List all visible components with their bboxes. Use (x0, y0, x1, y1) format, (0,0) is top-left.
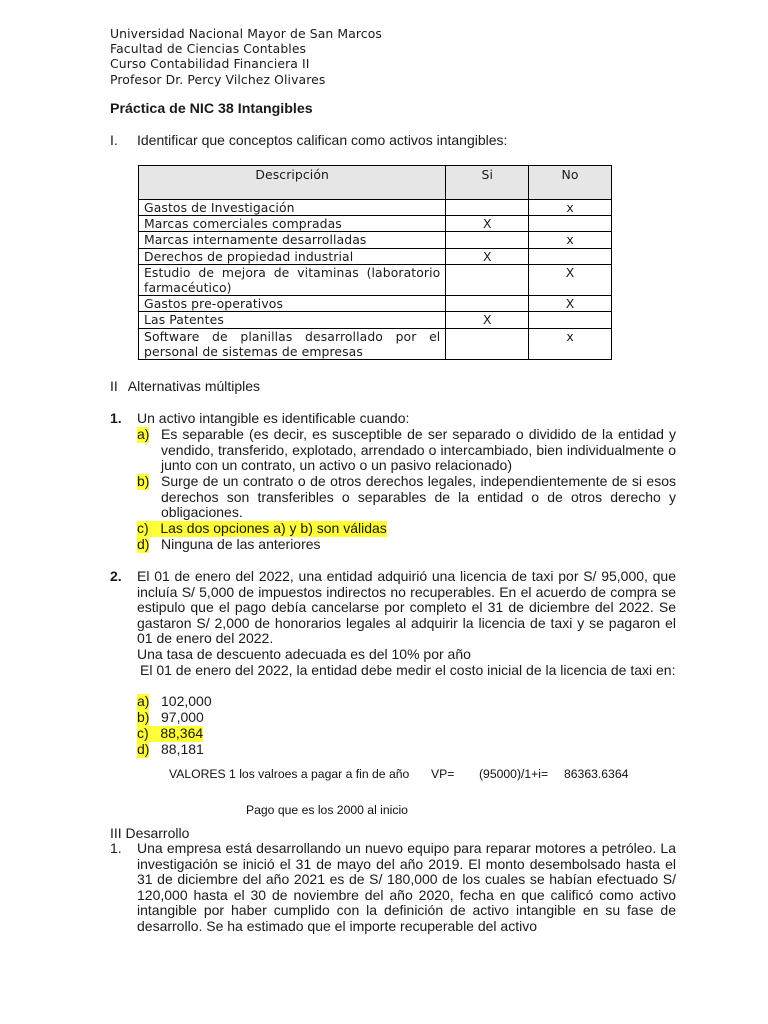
section-2-title: Alternativas múltiples (127, 378, 261, 394)
section-3-heading: III Desarrollo (110, 825, 190, 841)
page-title: Práctica de NIC 38 Intangibles (110, 101, 313, 117)
option-text: 88,181 (161, 741, 204, 757)
option-text: Surge de un contrato o de otros derechos legales, independientemente de si esos derechos son transferibles o separables de la entidad o de otros derecho y obligaciones. (161, 473, 676, 521)
header-faculty: Facultad de Ciencias Contables (110, 41, 307, 57)
note-valores: VALORES 1 los valroes a pagar a fin de año (169, 767, 410, 781)
header-university: Universidad Nacional Mayor de San Marcos (110, 26, 382, 41)
col-header-description: Descripción (139, 166, 446, 200)
row-si (446, 200, 529, 216)
row-description: Gastos pre-operativos (139, 296, 446, 312)
row-no (529, 248, 612, 264)
section-1-title: Identificar que conceptos califican como activos intangibles: (137, 132, 508, 148)
row-no: x (529, 232, 612, 248)
table-row (139, 328, 612, 359)
row-si: X (446, 248, 529, 264)
row-no: X (529, 264, 612, 295)
row-description: Las Patentes (139, 312, 446, 328)
option-text: Ninguna de las anteriores (161, 536, 321, 552)
option-letter: d) (137, 741, 150, 757)
question-2-rate: Una tasa de descuento adecuada es del 10% por año (137, 646, 471, 662)
option-letter: a) (137, 426, 150, 442)
section-3-q1-number: 1. (110, 840, 122, 856)
table-row (139, 216, 612, 232)
option-c-highlight (137, 521, 387, 537)
col-header-si: Si (446, 166, 529, 200)
section-2-number: II (110, 378, 118, 394)
row-si (446, 264, 529, 295)
row-si (446, 232, 529, 248)
note-vp-formula: (95000)/1+i= (479, 767, 549, 781)
col-header-no: No (529, 166, 612, 200)
section-1-heading (110, 133, 507, 149)
row-no (529, 216, 612, 232)
table-row (139, 200, 612, 216)
option-text: Las dos opciones a) y b) son válidas (160, 520, 387, 536)
table-header-row (139, 166, 612, 200)
row-si (446, 328, 529, 359)
note-vp-label: VP= (431, 767, 455, 781)
row-si: X (446, 312, 529, 328)
option-text: 88,364 (160, 725, 204, 741)
row-description: Estudio de mejora de vitaminas (laboratorio farmacéutico) (139, 264, 446, 295)
section-3-q1-text: Una empresa está desarrollando un nuevo equipo para reparar motores a petróleo. La investigación se inició el 31 de mayo del año 2019. El monto desembolsado hasta el 31 de diciembre del año 2021 es de S/ 180,000 de los cuales se habían efectuado S/ 120,000 hasta el 30 de noviembre del año 2020, fecha en que calificó como activo intangible por haber cumplido con la definición de activo intangible en su fase de desarrollo. Se ha estimado que el importe recuperable del activo (137, 840, 676, 934)
option-text: 97,000 (161, 709, 204, 725)
section-1-number: I. (110, 132, 118, 148)
row-no: x (529, 328, 612, 359)
table-row (139, 296, 612, 312)
option-text: Es separable (es decir, es susceptible de ser separado o dividido de la entidad y vendido, transferido, explotado, arrendado o intercambiado, bien individualmente o junto con un contrato, un activo o un pasivo relacionado) (161, 426, 676, 474)
document-header (110, 26, 382, 87)
row-no (529, 312, 612, 328)
question-2-question: El 01 de enero del 2022, la entidad debe medir el costo inicial de la licencia de taxi en: (140, 662, 676, 678)
option-letter: d) (137, 536, 150, 552)
table-row (139, 248, 612, 264)
intangibles-table (138, 165, 612, 360)
option-text: 102,000 (161, 693, 212, 709)
row-si (446, 296, 529, 312)
row-description: Software de planillas desarrollado por el personal de sistemas de empresas (139, 328, 446, 359)
note-pago-inicio: Pago que es los 2000 al inicio (246, 803, 408, 817)
header-course: Curso Contabilidad Financiera II (110, 56, 310, 72)
table-row (139, 312, 612, 328)
option-letter: a) (137, 693, 150, 709)
row-description: Gastos de Investigación (139, 200, 446, 216)
question-1-text: Un activo intangible es identificable cuando: (137, 410, 410, 426)
option-letter: c) (137, 520, 149, 536)
option-letter: b) (137, 709, 150, 725)
row-description: Marcas internamente desarrolladas (139, 232, 446, 248)
table-row (139, 264, 612, 295)
row-si: X (446, 216, 529, 232)
option-letter: b) (137, 473, 150, 489)
header-professor: Profesor Dr. Percy Vilchez Olivares (110, 71, 326, 87)
row-no: X (529, 296, 612, 312)
question-2-text: El 01 de enero del 2022, una entidad adquirió una licencia de taxi por S/ 95,000, que incluía S/ 5,000 de impuestos indirectos no recuperables. En el acuerdo de compra se estipulo que el pago debía cancelarse por completo el 31 de diciembre del 2022. Se gastaron S/ 2,000 de honorarios legales al adquirir la licencia de taxi y se pagaron el 01 de enero del 2022. (137, 568, 676, 647)
option-c-highlight (137, 726, 203, 742)
question-2-number: 2. (110, 568, 122, 584)
section-2-heading (110, 379, 260, 395)
row-description: Marcas comerciales compradas (139, 216, 446, 232)
option-letter: c) (137, 725, 149, 741)
question-1-number: 1. (110, 410, 122, 426)
row-description: Derechos de propiedad industrial (139, 248, 446, 264)
note-vp-result: 86363.6364 (564, 767, 629, 781)
row-no: x (529, 200, 612, 216)
table-row (139, 232, 612, 248)
